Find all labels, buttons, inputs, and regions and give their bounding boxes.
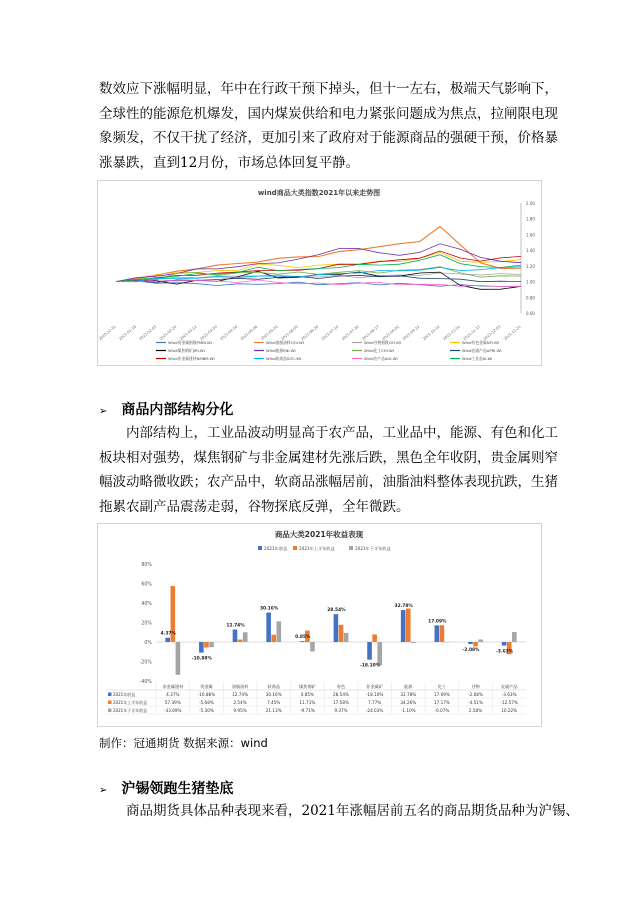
- data-label: 30.16%: [259, 606, 279, 612]
- category-label: 谷物: [471, 684, 480, 689]
- table-cell: 28.54%: [333, 692, 349, 697]
- legend-label: 2021年收益: [264, 546, 288, 551]
- x-tick-label: 2021-05-06: [239, 324, 259, 342]
- table-cell: -12.57%: [500, 700, 518, 705]
- table-cell: -5.30%: [199, 708, 214, 713]
- data-label: 4.37%: [160, 631, 176, 637]
- table-cell: 9.37%: [334, 708, 348, 713]
- table-cell: 7.45%: [267, 700, 281, 705]
- y-tick-label: -20%: [139, 660, 152, 666]
- paragraph-3: [99, 799, 579, 824]
- legend-label: Wind化工CHI.WI: [364, 348, 394, 353]
- table-cell: 2.54%: [233, 700, 247, 705]
- paragraph-line: 板块相对强势，煤焦钢矿与非金属建材先涨后跌，黑色全年收阴，贵金属则窄: [99, 449, 558, 466]
- table-cell: 0.85%: [300, 692, 315, 697]
- legend-label: Wind软商品SOC.WI: [266, 356, 302, 361]
- x-tick-label: 2021-02-24: [158, 324, 178, 342]
- x-tick-label: 2021-11-01: [442, 324, 461, 342]
- table-row-label: 2021年上半年收益: [113, 700, 148, 705]
- table-cell: 7.77%: [367, 700, 382, 705]
- y-tick-label: 20%: [141, 621, 152, 627]
- paragraph-line: 全球性的能源危机爆发，国内煤炭供给和电力紧张问题成为焦点，拉闸限电现: [99, 105, 558, 122]
- bar: [209, 642, 214, 647]
- bar: [377, 642, 382, 665]
- table-cell: -5.68%: [199, 700, 214, 705]
- data-label: 28.54%: [327, 608, 346, 614]
- bar-chart: [98, 524, 541, 726]
- paragraph-1: [99, 77, 558, 175]
- paragraph-line: 象频发，不仅干扰了经济，更加引来了政府对于能源商品的强硬干预，价格暴: [99, 130, 558, 146]
- table-row-label: 2021年下半年收益: [113, 708, 148, 713]
- bar: [512, 632, 517, 642]
- section-heading: [99, 778, 233, 798]
- legend-swatch: [108, 693, 112, 697]
- section-heading-text: 沪锡领跑生猪垫底: [121, 781, 234, 797]
- category-label: 农副产品: [500, 684, 518, 689]
- y-tick-label: -40%: [139, 680, 152, 685]
- bar: [271, 635, 276, 642]
- category-label: 非金属建材: [162, 684, 184, 689]
- legend-label: Wind非金属建材NMBM.WI: [168, 356, 215, 361]
- legend-label: Wind油脂油料OOI.WI: [266, 340, 304, 345]
- y-tick-label: 2.00: [526, 201, 535, 206]
- bullet-arrow-icon: ➢: [99, 406, 108, 417]
- y-tick-label: 1.80: [526, 216, 535, 222]
- table-cell: -1.10%: [400, 708, 416, 713]
- paragraph-line: 涨暴跌，直到12月份，市场总体回复平静。: [99, 154, 360, 171]
- legend-swatch: [293, 546, 297, 550]
- bar: [468, 642, 473, 644]
- legend-label: 2021年上半年收益: [299, 546, 335, 551]
- x-tick-label: 2021-03-30: [199, 324, 218, 342]
- bar: [238, 640, 243, 642]
- table-cell: -24.03%: [365, 708, 384, 713]
- bar: [372, 634, 377, 642]
- bar: [165, 638, 170, 642]
- chart-title: 商品大类2021年收益表现: [274, 530, 364, 539]
- table-cell: -2.08%: [468, 692, 483, 697]
- y-tick-label: 1.00: [526, 279, 535, 285]
- table-cell: 57.39%: [164, 700, 181, 705]
- bar: [339, 625, 344, 642]
- legend-swatch: [108, 709, 112, 713]
- data-label: 17.09%: [428, 619, 447, 625]
- bar: [435, 625, 440, 642]
- y-tick-label: 0%: [144, 641, 152, 646]
- section-heading-text: 商品内部结构分化: [121, 402, 234, 418]
- bar: [334, 614, 339, 642]
- table-cell: 11.71%: [299, 700, 316, 705]
- paragraph-2: [99, 421, 558, 519]
- y-tick-label: 1.20: [526, 263, 535, 269]
- legend-swatch: [349, 546, 353, 550]
- table-cell: 10.22%: [501, 708, 518, 713]
- table-cell: -10.88%: [197, 692, 216, 697]
- bar: [310, 642, 315, 651]
- category-label: 软商品: [267, 684, 281, 689]
- x-tick-label: 2021-11-17: [462, 324, 482, 342]
- legend-label: Wind贵金属指数PMBI.WI: [168, 340, 212, 345]
- table-cell: 4.37%: [166, 692, 180, 697]
- category-label: 煤焦钢矿: [298, 684, 316, 689]
- x-tick-label: 2021-05-24: [260, 324, 279, 342]
- table-cell: -0.07%: [434, 708, 450, 713]
- table-cell: 21.13%: [265, 708, 282, 713]
- table-cell: -4.51%: [468, 700, 483, 705]
- x-tick-label: 2021-12-21: [503, 324, 522, 342]
- bar: [243, 632, 248, 642]
- x-tick-label: 2021-10-14: [422, 324, 441, 342]
- table-cell: 17.17%: [433, 700, 450, 705]
- table-row-label: 2021年收益: [113, 692, 136, 697]
- legend-label: 2021年下半年收益: [355, 546, 391, 551]
- legend-label: Wind有色金属NFI.WI: [462, 340, 499, 345]
- legend-label: Wind工业品III.WI: [462, 356, 493, 361]
- data-label: 32.78%: [394, 604, 413, 610]
- table-cell: -33.69%: [164, 708, 182, 713]
- line-chart-figure: [97, 180, 542, 366]
- category-label: 贵金属: [200, 684, 213, 689]
- x-tick-label: 2021-12-03: [482, 324, 502, 342]
- paragraph-line: 数效应下涨幅明显，年中在行政干预下掉头，但十一左右，极端天气影响下，: [99, 81, 558, 97]
- x-tick-label: 2021-04-16: [219, 324, 239, 342]
- bar: [473, 642, 478, 646]
- bar: [199, 642, 204, 653]
- table-cell: 32.78%: [400, 692, 417, 697]
- table-cell: 12.74%: [232, 692, 249, 697]
- paragraph-line: 商品期货具体品种表现来看，2021年涨幅居前五名的商品期货品种为沪锡、: [126, 803, 579, 819]
- category-label: 化工: [437, 684, 447, 689]
- bar: [344, 633, 349, 642]
- legend-label: Wind谷物指数CEI.WI: [364, 340, 401, 345]
- y-tick-label: 0.60: [526, 311, 535, 316]
- table-cell: 17.58%: [333, 700, 349, 705]
- bar: [411, 642, 416, 643]
- bar: [502, 642, 507, 646]
- table-cell: 30.16%: [265, 692, 282, 697]
- x-tick-label: 2021-01-18: [118, 324, 137, 342]
- bar: [176, 642, 181, 675]
- x-tick-label: 2021-07-14: [320, 324, 340, 342]
- x-tick-label: 2021-03-12: [179, 324, 198, 342]
- data-label: -10.88%: [191, 656, 212, 662]
- bar: [204, 642, 209, 648]
- category-label: 油脂油料: [231, 684, 249, 689]
- bar-chart-figure: [97, 523, 542, 727]
- y-tick-label: 60%: [141, 582, 152, 588]
- legend-swatch: [258, 546, 262, 550]
- y-tick-label: 1.60: [526, 232, 535, 238]
- data-label: -18.10%: [359, 663, 381, 669]
- legend-label: Wind煤焦钢矿JJRI.WI: [168, 348, 205, 353]
- y-tick-label: 0.80: [526, 295, 535, 301]
- figure-caption: 制作：冠通期货 数据来源：wind: [99, 736, 268, 750]
- line-chart: [98, 181, 541, 365]
- legend-label: Wind农产品AGI.WI: [364, 356, 398, 361]
- bar: [401, 610, 406, 642]
- bullet-arrow-icon: ➢: [99, 785, 108, 796]
- x-tick-label: 2020-12-31: [98, 324, 117, 342]
- table-cell: 34.26%: [400, 700, 417, 705]
- data-label: -3.63%: [496, 649, 514, 655]
- x-tick-label: 2021-02-03: [138, 324, 158, 342]
- x-tick-label: 2021-06-09: [280, 324, 299, 342]
- table-cell: 2.58%: [468, 708, 483, 713]
- bar: [478, 639, 483, 642]
- table-cell: 17.09%: [433, 692, 450, 697]
- table-cell: 9.95%: [233, 708, 247, 713]
- chart-title: wind商品大类指数2021年以来走势图: [257, 189, 381, 197]
- legend-label: Wind能源ENI.WI: [266, 348, 296, 353]
- data-label: 12.74%: [226, 623, 245, 629]
- x-tick-label: 2021-06-28: [300, 324, 320, 342]
- paragraph-line: 幅波动略微收跌；农产品中，软商品涨幅居前，油脂油料整体表现抗跌，生猪: [99, 474, 558, 490]
- bar: [406, 609, 411, 642]
- bar: [300, 641, 305, 642]
- paragraph-line: 内部结构上，工业品波动明显高于农产品，工业品中，能源、有色和化工: [126, 425, 558, 441]
- legend-label: Wind农副产品APRI.WI: [462, 348, 502, 353]
- data-label: 0.85%: [295, 635, 311, 641]
- bar: [277, 621, 282, 642]
- bar: [440, 625, 445, 642]
- legend-swatch: [108, 701, 112, 705]
- y-tick-label: 40%: [141, 602, 152, 607]
- category-label: 非金属矿: [366, 684, 384, 689]
- x-tick-label: 2021-08-17: [361, 324, 380, 342]
- table-cell: -3.63%: [501, 692, 517, 697]
- x-tick-label: 2021-09-22: [401, 324, 421, 342]
- paragraph-line: 拖累农副产品震荡走弱，谷物探底反弹，全年微跌。: [99, 498, 410, 515]
- x-tick-label: 2021-09-02: [381, 324, 401, 342]
- bar: [367, 642, 372, 660]
- data-label: -2.08%: [462, 648, 480, 654]
- bar: [266, 613, 271, 642]
- y-tick-label: 1.40: [526, 248, 535, 254]
- section-heading: [99, 399, 233, 419]
- bar: [233, 630, 238, 642]
- category-label: 有色: [336, 684, 346, 689]
- category-label: 能源: [404, 684, 413, 689]
- y-tick-label: 80%: [141, 563, 152, 568]
- table-cell: -18.10%: [365, 692, 384, 697]
- x-tick-label: 2021-07-30: [341, 324, 360, 342]
- table-cell: -9.71%: [299, 708, 315, 713]
